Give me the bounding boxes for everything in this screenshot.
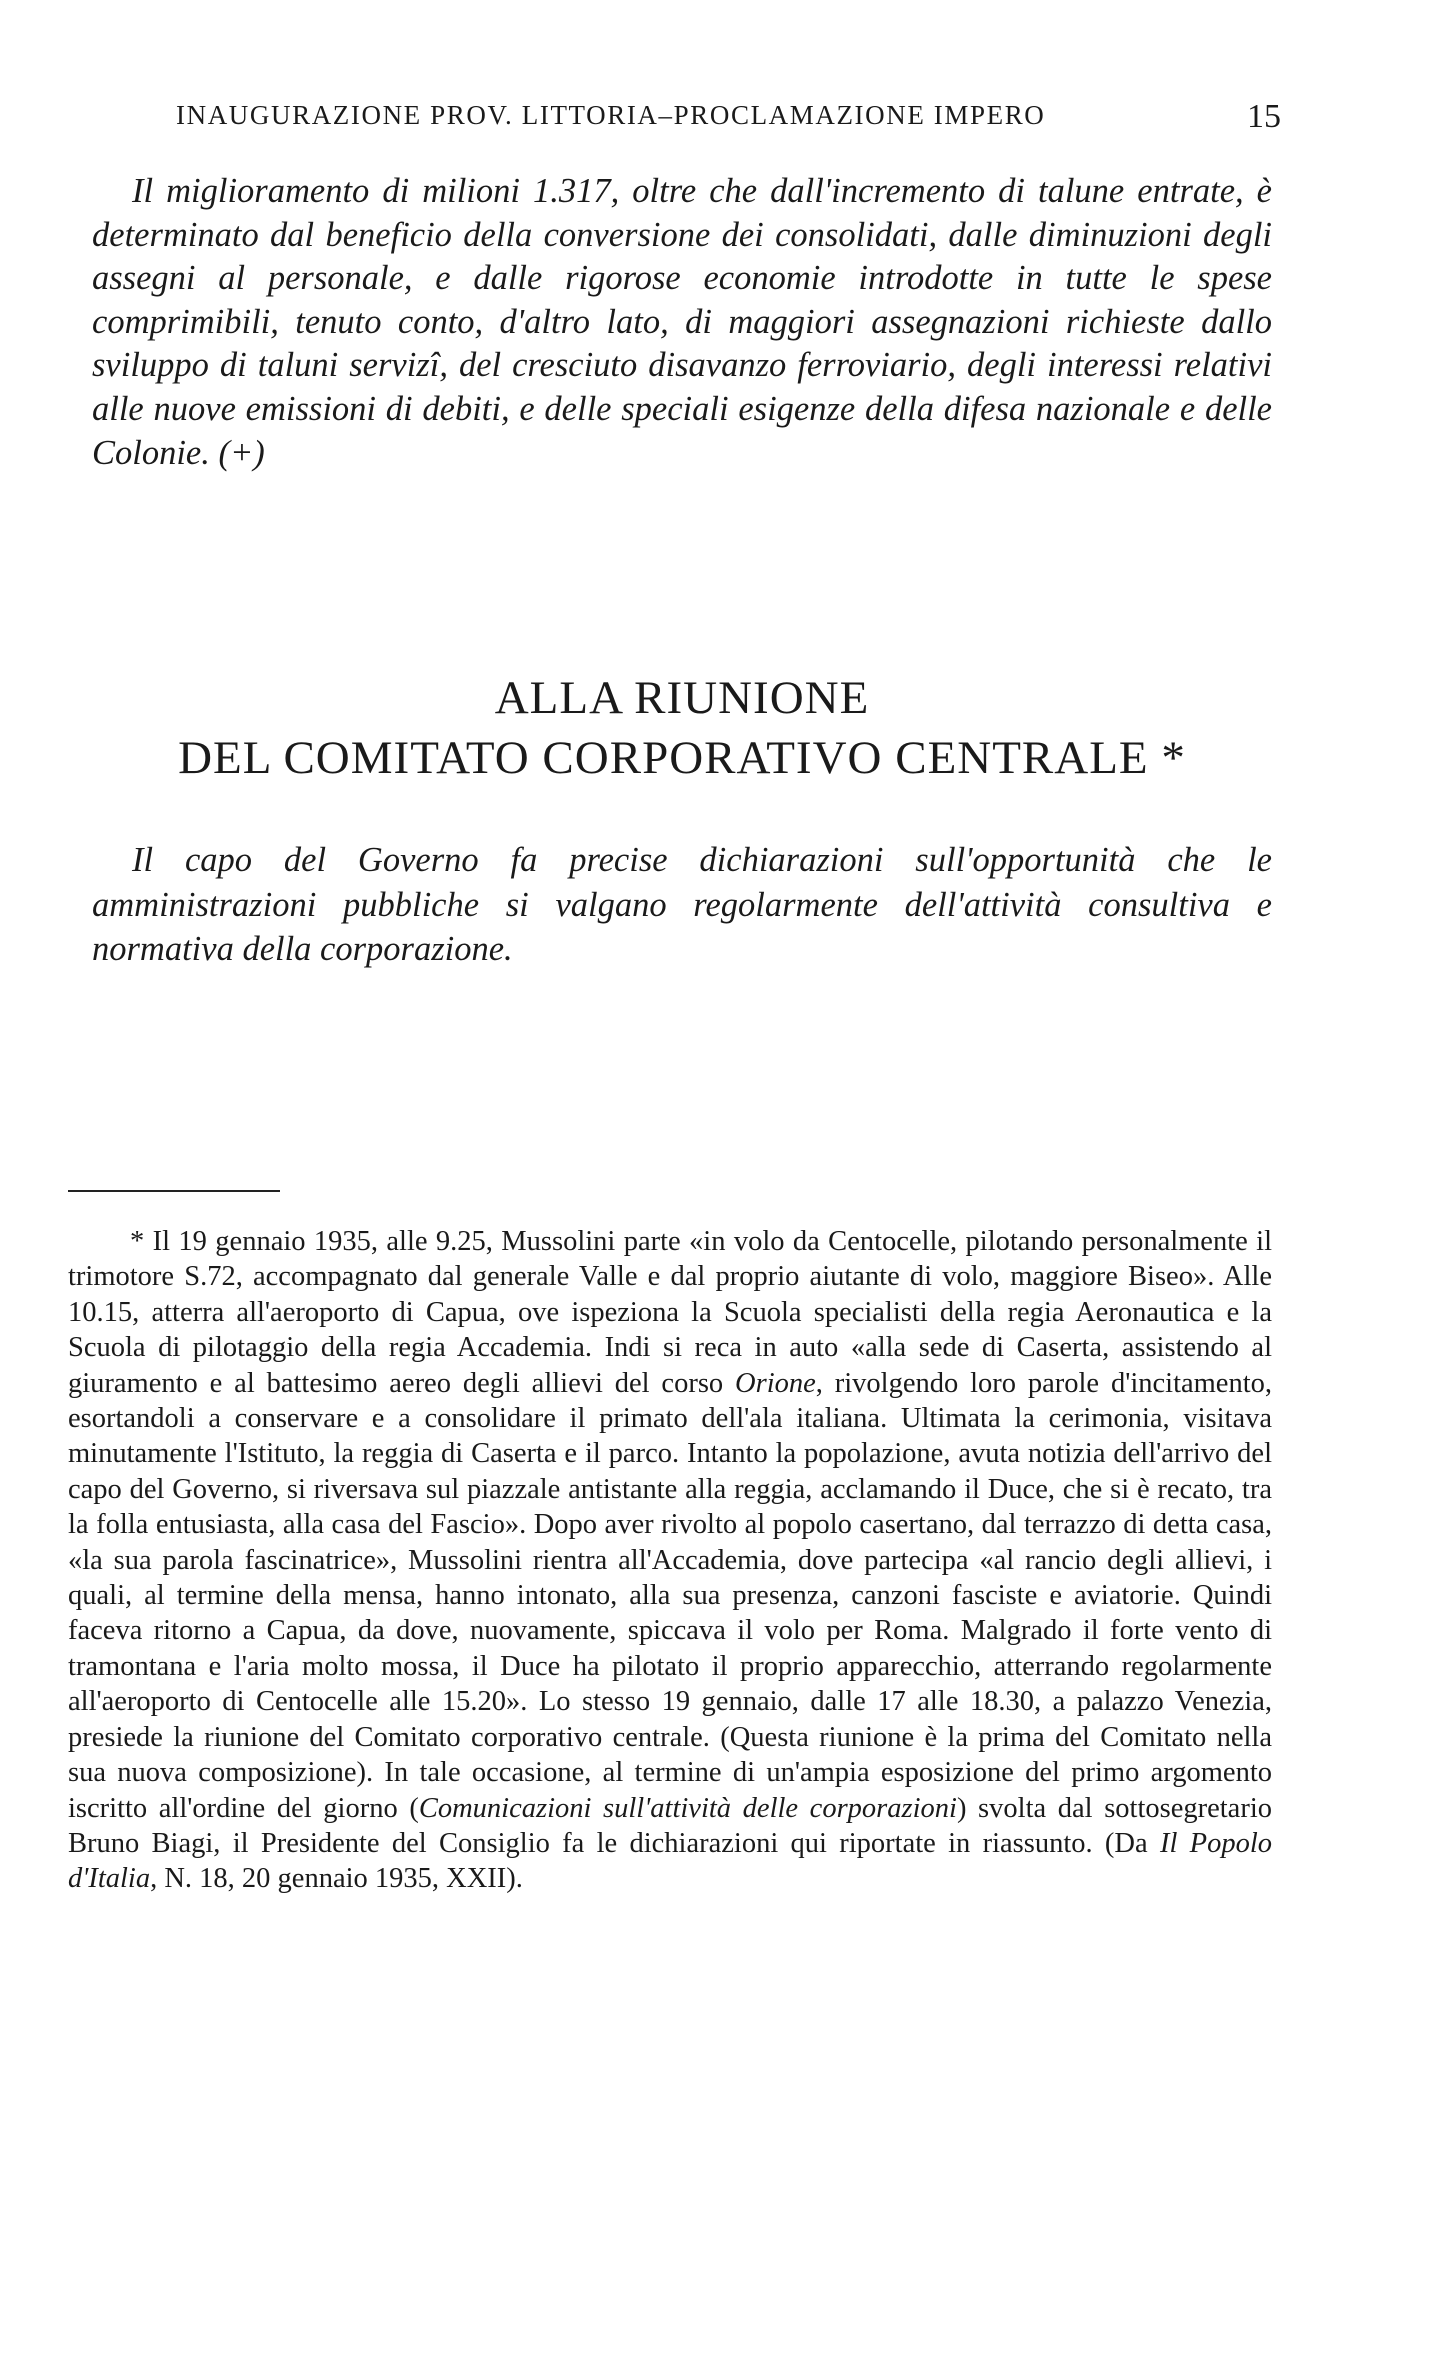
intro-paragraph: Il miglioramento di milioni 1.317, oltre che dall'incremento di talune entrate, è determinato dal beneficio della conversione dei consolidati, dalle diminuzioni degli assegni al personale, e dalle rigorose economie introdotte in tutte le spese comprimibili, tenuto conto, d'altro lato, di maggiori assegnazioni richieste dallo sviluppo di taluni servizî, del cresciuto disavanzo ferroviario, degli interessi relativi alle nuove emissioni di debiti, e delle speciali esigenze della difesa nazionale e delle Colonie. (+) [92, 172, 1272, 472]
section-title-line-2: DEL COMITATO CORPORATIVO CENTRALE * [178, 732, 1186, 784]
running-head [176, 98, 1281, 142]
page-number: 15 [1247, 98, 1281, 135]
footnote-italic-course-name: Orione [735, 1367, 816, 1399]
footnote-italic-newspaper: Il Popolo d'Italia [68, 1827, 1272, 1895]
footnote-divider [68, 1190, 280, 1192]
section-title-line-1: ALLA RIUNIONE [494, 672, 870, 724]
section-summary: Il capo del Governo fa precise dichiarazioni sull'opportunità che le amministrazioni pubbliche si valgano regolarmente dell'attività consultiva e normativa della corporazione. [92, 841, 1272, 968]
footnote-text-2: , rivolgendo loro parole d'incitamento, esortandoli a conservare e a consolidare il primato dell'ala italiana. Ultimata la cerimonia, visitava minutamente l'Istituto, la reggia di Caserta e il parco. Intanto la popolazione, avuta notizia dell'arrivo del capo del Governo, si riversava sul piazzale antistante alla reggia, acclamando il Duce, che si è recato, tra la folla entusiasta, alla casa del Fascio». Dopo aver rivolto al popolo casertano, dal terrazzo di detta casa, «la sua parola fascinatrice», Mussolini rientra all'Accademia, dove partecipa «al rancio degli allievi, i quali, al termine della mensa, hanno intonato, alla sua presenza, canzoni fasciste e aviatorie. Quindi faceva ritorno a Capua, da dove, nuovamente, spiccava il volo per Roma. Malgrado il forte vento di tramontana e l'aria molto mossa, il Duce ha pilotato il proprio apparecchio, atterrando regolarmente all'aeroporto di Centocelle alle 15.20». Lo stesso 19 gennaio, dalle 17 alle 18.30, a palazzo Venezia, presiede la riunione del Comitato corporativo centrale. (Questa riunione è la prima del Comitato nella sua nuova composizione). In tale occasione, al termine di un'ampia esposizione del primo argomento iscritto all'ordine del giorno ( [68, 1367, 1272, 1824]
section-title [92, 668, 1272, 788]
footnote-italic-agenda-item: Comunicazioni sull'attività delle corporazioni [418, 1792, 957, 1824]
running-title: INAUGURAZIONE PROV. LITTORIA–PROCLAMAZIONE IMPERO [176, 100, 1046, 130]
footnote-text-3: ) svolta dal sottosegretario Bruno Biagi, il Presidente del Consiglio fa le dichiarazioni qui riportate in riassunto. (Da [68, 1792, 1272, 1859]
footnote-text-4: , N. 18, 20 gennaio 1935, XXII). [150, 1863, 523, 1895]
footnote-text-1: * Il 19 gennaio 1935, alle 9.25, Mussolini parte «in volo da Centocelle, pilotando personalmente il trimotore S.72, accompagnato dal generale Valle e dal proprio aiutante di volo, maggiore Biseo». Alle 10.15, atterra all'aeroporto di Capua, ove ispeziona la Scuola specialisti della regia Aeronautica e la Scuola di pilotaggio della regia Accademia. Indi si reca in auto «alla sede di Caserta, assistendo al giuramento e al battesimo aereo degli allievi del corso [68, 1226, 1272, 1399]
footnote [68, 1224, 1272, 1897]
